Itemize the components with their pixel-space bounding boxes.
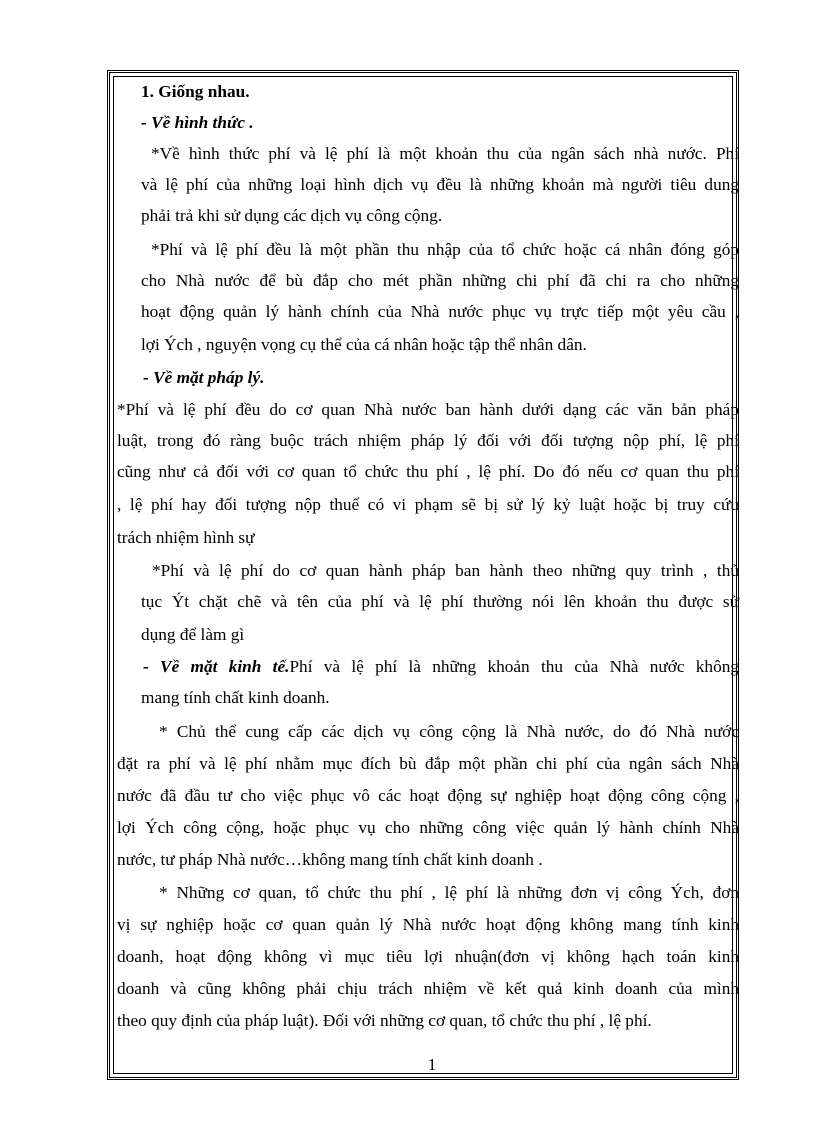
paragraph-line: , lệ phí hay đối tượng nộp thuế có vi phạm sẽ bị sử lý kỷ luật hoặc bị truy cứu <box>117 495 739 514</box>
paragraph-line: * Chủ thể cung cấp các dịch vụ công cộng là Nhà nước, do đó Nhà nước <box>159 722 739 741</box>
subheading-form: - Về hình thức . <box>141 113 254 132</box>
subheading-legal: - Về mặt pháp lý. <box>143 368 265 387</box>
paragraph-line: nước, tư pháp Nhà nước…không mang tính chất kinh doanh . <box>117 850 543 869</box>
paragraph-line: vị sự nghiệp hoặc cơ quan quản lý Nhà nước hoạt động không mang tính kinh <box>117 915 739 934</box>
paragraph-line: doanh, hoạt động không vì mục tiêu lợi nhuận(đơn vị không hạch toán kinh <box>117 947 739 966</box>
subheading-economic: - Về mặt kinh tế. <box>143 657 290 676</box>
paragraph-line: cho Nhà nước để bù đắp cho mét phần những chi phí đã chi ra cho những <box>141 271 739 290</box>
paragraph-line: phải trả khi sử dụng các dịch vụ công cộng. <box>141 206 443 225</box>
paragraph-line: doanh và cũng không phải chịu trách nhiệm về kết quả kinh doanh của mình <box>117 979 739 998</box>
paragraph-line: nước đã đầu tư cho việc phục vô các hoạt động sự nghiệp hoạt động công cộng , <box>117 786 739 805</box>
paragraph-line: cũng như cả đối với cơ quan tổ chức thu phí , lệ phí. Do đó nếu cơ quan thu phí <box>117 462 739 481</box>
paragraph-line: *Phí và lệ phí do cơ quan hành pháp ban hành theo những quy trình , thủ <box>152 561 739 580</box>
section-heading: 1. Giống nhau. <box>141 82 250 101</box>
paragraph-line: *Phí và lệ phí đều là một phần thu nhập của tổ chức hoặc cá nhân đóng góp <box>151 240 739 259</box>
paragraph-text: Phí và lệ phí là những khoản thu của Nhà nước không <box>289 657 739 676</box>
paragraph-line: đặt ra phí và lệ phí nhằm mục đích bù đắp một phần chi phí của ngân sách Nhà <box>117 754 739 773</box>
paragraph-line: dụng để làm gì <box>141 625 245 644</box>
paragraph-line: và lệ phí của những loại hình dịch vụ đều là những khoản mà người tiêu dung <box>141 175 739 194</box>
paragraph-line: *Phí và lệ phí đều do cơ quan Nhà nước ban hành dưới dạng các văn bản pháp <box>117 400 739 419</box>
paragraph-line: *Về hình thức phí và lệ phí là một khoản thu của ngân sách nhà nước. Phí <box>151 144 739 163</box>
paragraph-line: mang tính chất kinh doanh. <box>141 688 330 707</box>
paragraph-line: lợi Ých công cộng, hoặc phục vụ cho những công việc quản lý hành chính Nhà <box>117 818 739 837</box>
paragraph-line: hoạt động quản lý hành chính của Nhà nước phục vụ trực tiếp một yêu cầu , <box>141 302 739 321</box>
paragraph-line: theo quy định của pháp luật). Đối với những cơ quan, tổ chức thu phí , lệ phí. <box>117 1011 652 1030</box>
paragraph-line: luật, trong đó ràng buộc trách nhiệm pháp lý đối với đối tượng nộp phí, lệ phí <box>117 431 739 450</box>
paragraph-line: tục Ýt chặt chẽ và tên của phí và lệ phí thường nói lên khoản thu được sử <box>141 592 739 611</box>
page-number: 1 <box>427 1055 437 1074</box>
paragraph-line: * Những cơ quan, tổ chức thu phí , lệ phí là những đơn vị công Ých, đơn <box>159 883 739 902</box>
paragraph-line: trách nhiệm hình sự <box>117 528 255 547</box>
paragraph-line <box>143 651 739 682</box>
paragraph-line: lợi Ých , nguyện vọng cụ thể của cá nhân hoặc tập thể nhân dân. <box>141 335 587 354</box>
